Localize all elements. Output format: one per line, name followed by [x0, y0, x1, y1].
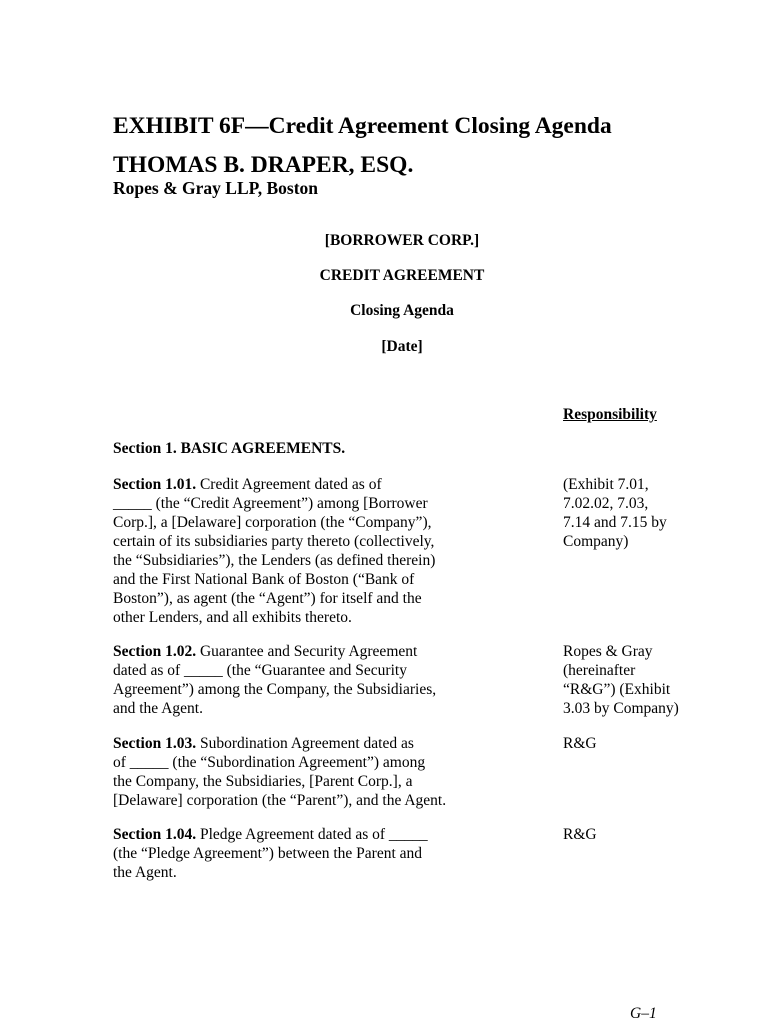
author-firm: Ropes & Gray LLP, Boston	[113, 178, 319, 198]
closing-agenda-heading: Closing Agenda	[350, 302, 454, 319]
item-line: dated as of _____ (the “Guarantee and Security	[113, 662, 407, 679]
item-line: Corp.], a [Delaware] corporation (the “Company”),	[113, 514, 432, 531]
section-heading: Section 1. BASIC AGREEMENTS.	[113, 440, 346, 457]
item-line: (the “Pledge Agreement”) between the Parent and	[113, 845, 423, 862]
agreement-heading: CREDIT AGREEMENT	[319, 267, 485, 284]
exhibit-title: EXHIBIT 6F—Credit Agreement Closing Agenda	[113, 113, 612, 139]
item-line: [Delaware] corporation (the “Parent”), and the Agent.	[113, 792, 447, 809]
agenda-item-first-line	[113, 642, 513, 661]
item-line: Subordination Agreement dated as	[199, 735, 414, 752]
author-name: THOMAS B. DRAPER, ESQ.	[113, 152, 414, 178]
item-line: of _____ (the “Subordination Agreement”) among	[113, 754, 426, 771]
agenda-item-first-line	[113, 734, 513, 753]
responsibility-column-heading: Responsibility	[563, 406, 657, 423]
responsibility-line: (Exhibit 7.01,	[563, 476, 649, 493]
agenda-item-responsibility	[563, 825, 713, 844]
item-line: other Lenders, and all exhibits thereto.	[113, 609, 352, 626]
responsibility-line: R&G	[563, 735, 597, 752]
item-number: Section 1.04.	[113, 826, 197, 843]
responsibility-line: 3.03 by Company)	[563, 700, 679, 717]
responsibility-line: 7.14 and 7.15 by	[563, 514, 667, 531]
responsibility-line: (hereinafter	[563, 662, 636, 679]
agenda-item-responsibility	[563, 475, 713, 551]
agenda-item-text	[113, 642, 513, 718]
agenda-item-text	[113, 825, 513, 882]
responsibility-line: Company)	[563, 533, 629, 550]
item-line: the Company, the Subsidiaries, [Parent Corp.], a	[113, 773, 413, 790]
item-line: Boston”), as agent (the “Agent”) for itself and the	[113, 590, 422, 607]
date-heading: [Date]	[381, 338, 423, 355]
responsibility-line: R&G	[563, 826, 597, 843]
item-number: Section 1.01.	[113, 476, 197, 493]
item-line: Pledge Agreement dated as of _____	[199, 826, 428, 843]
item-number: Section 1.03.	[113, 735, 197, 752]
responsibility-line: “R&G”) (Exhibit	[563, 681, 671, 698]
agenda-item-responsibility	[563, 642, 713, 718]
item-line: the “Subsidiaries”), the Lenders (as defined therein)	[113, 552, 436, 569]
borrower-heading: [BORROWER CORP.]	[324, 232, 480, 249]
item-line: _____ (the “Credit Agreement”) among [Borrower	[113, 495, 428, 512]
item-number: Section 1.02.	[113, 643, 197, 660]
item-line: and the Agent.	[113, 700, 203, 717]
agenda-item-responsibility	[563, 734, 713, 753]
agenda-item-first-line	[113, 825, 513, 844]
page-number: G–1	[630, 1005, 657, 1022]
item-line: Agreement”) among the Company, the Subsidiaries,	[113, 681, 437, 698]
item-line: and the First National Bank of Boston (“Bank of	[113, 571, 415, 588]
item-line: Guarantee and Security Agreement	[199, 643, 418, 660]
agenda-item-text	[113, 475, 513, 627]
responsibility-line: 7.02.02, 7.03,	[563, 495, 649, 512]
item-line: Credit Agreement dated as of	[199, 476, 382, 493]
item-line: the Agent.	[113, 864, 177, 881]
responsibility-line: Ropes & Gray	[563, 643, 653, 660]
agenda-item-first-line	[113, 475, 513, 494]
agenda-item-text	[113, 734, 513, 810]
item-line: certain of its subsidiaries party thereto (collectively,	[113, 533, 435, 550]
